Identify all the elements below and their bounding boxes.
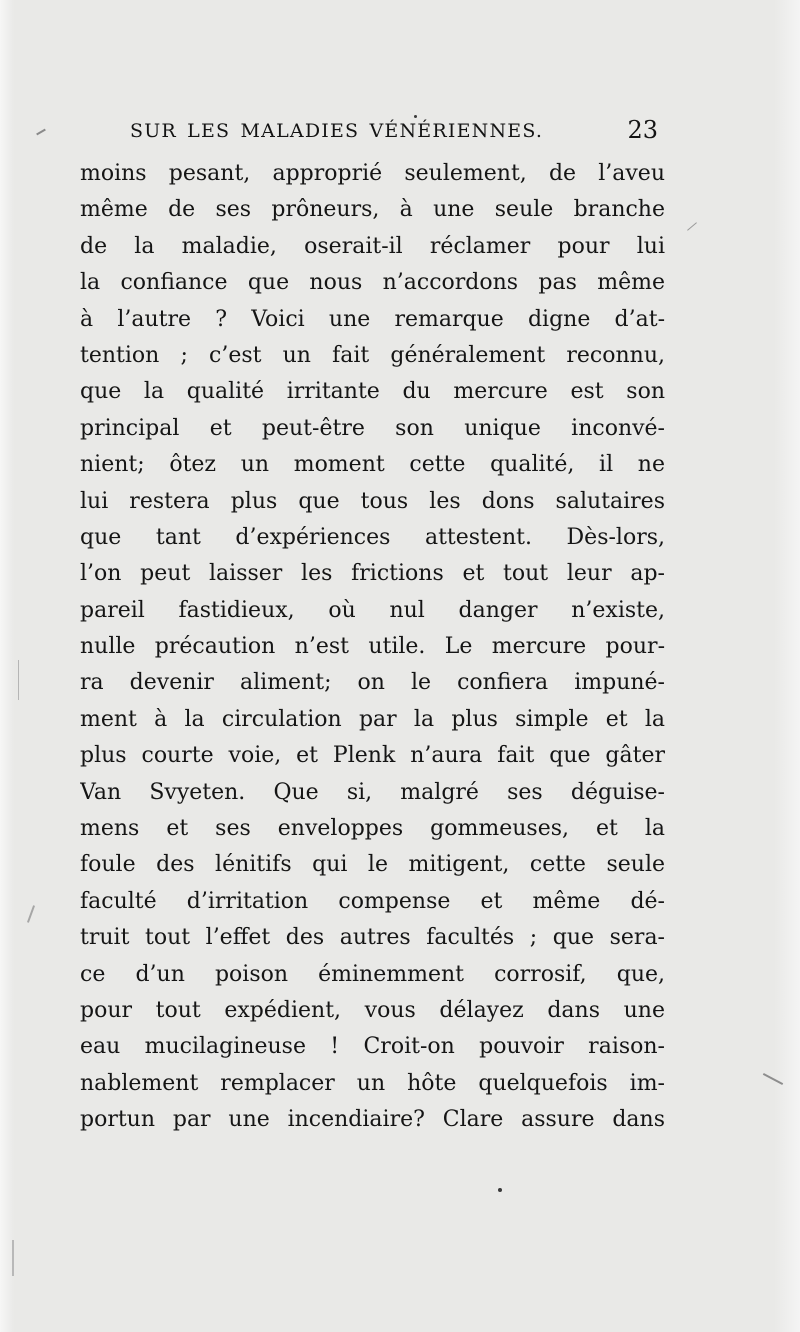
text-line: que la qualité irritante du mercure est son	[80, 379, 665, 405]
text-line: foule des lénitifs qui le mitigent, cette seule	[80, 852, 665, 878]
text-line: Van Svyeten. Que si, malgré ses déguise-	[80, 779, 665, 805]
paper-speck	[498, 1188, 502, 1192]
text-line: que tant d’expériences attestent. Dès-lors,	[80, 524, 665, 550]
text-line: même de ses prôneurs, à une seule branche	[80, 197, 665, 223]
body-text	[80, 156, 665, 1139]
page-number: 23	[627, 116, 658, 144]
text-line: truit tout l’effet des autres facultés ; que sera-	[80, 925, 665, 951]
paper-mark	[27, 905, 35, 923]
paper-speck	[414, 115, 417, 118]
text-line: eau mucilagineuse ! Croit-on pouvoir raison-	[80, 1034, 665, 1060]
text-line: l’on peut laisser les frictions et tout leur ap-	[80, 561, 665, 587]
text-line: lui restera plus que tous les dons salutaires	[80, 488, 665, 514]
text-line: moins pesant, approprié seulement, de l’aveu	[80, 161, 665, 186]
text-line: tention ; c’est un fait généralement reconnu,	[80, 342, 665, 368]
text-line: plus courte voie, et Plenk n’aura fait que gâter	[80, 743, 665, 769]
text-line: pareil fastidieux, où nul danger n’existe,	[80, 597, 665, 623]
text-line: ment à la circulation par la plus simple et la	[80, 706, 665, 732]
page-edge-left	[0, 0, 14, 1332]
text-line: pour tout expédient, vous délayez dans une	[80, 997, 665, 1023]
text-line: nulle précaution n’est utile. Le mercure pour-	[80, 634, 665, 660]
paper-mark	[12, 1240, 14, 1276]
text-line: mens et ses enveloppes gommeuses, et la	[80, 816, 665, 842]
text-line: de la maladie, oserait-il réclamer pour lui	[80, 233, 665, 259]
running-head	[130, 116, 658, 150]
text-line: portun par une incendiaire? Clare assure dans	[80, 1107, 665, 1133]
text-line: principal et peut-être son unique inconvé-	[80, 415, 665, 441]
text-line: nablement remplacer un hôte quelquefois im-	[80, 1070, 665, 1096]
text-line: ce d’un poison éminemment corrosif, que,	[80, 961, 665, 987]
text-line: la confiance que nous n’accordons pas même	[80, 270, 665, 296]
page-edge-right	[774, 0, 800, 1332]
text-line: faculté d’irritation compense et même dé-	[80, 888, 665, 914]
text-line: à l’autre ? Voici une remarque digne d’at-	[80, 306, 665, 332]
paper-mark	[18, 660, 19, 700]
text-line: ra devenir aliment; on le confiera impuné-	[80, 670, 665, 696]
text-line: nient; ôtez un moment cette qualité, il ne	[80, 452, 665, 478]
running-head-title: SUR LES MALADIES VÉNÉRIENNES.	[130, 120, 544, 142]
paper-mark	[687, 222, 697, 230]
paper-mark	[36, 129, 46, 136]
